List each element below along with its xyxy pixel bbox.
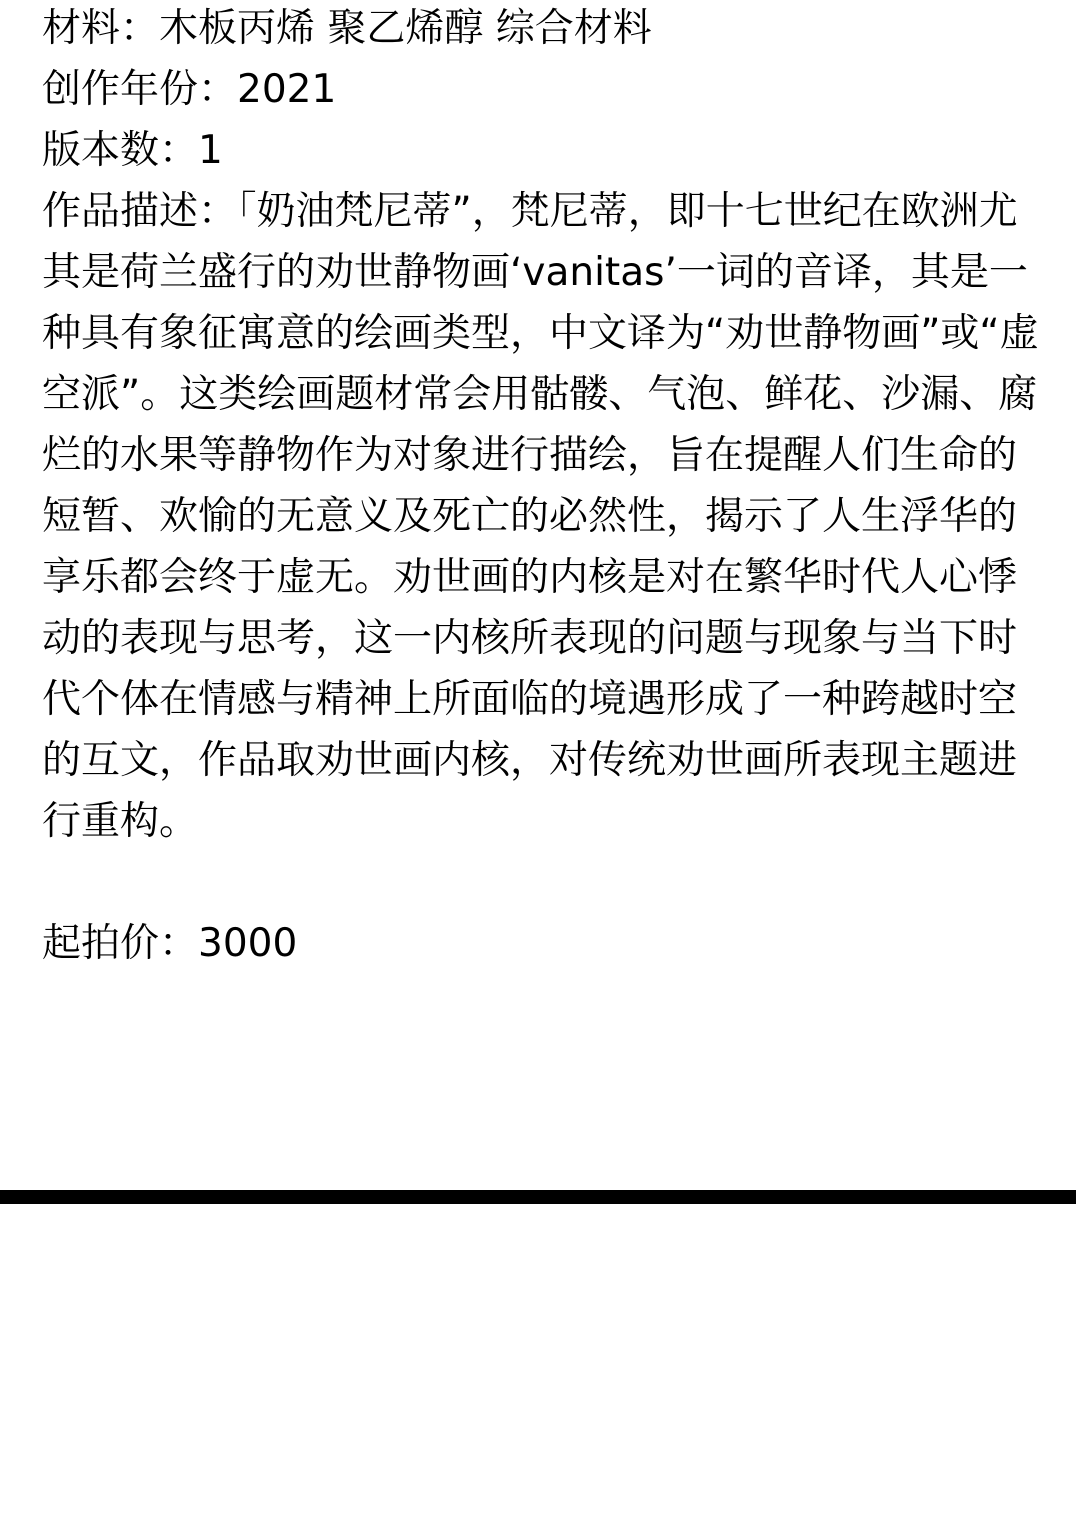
year-row: [42, 59, 1042, 120]
edition-label: 版本数：: [42, 128, 199, 173]
material-value: 木板丙烯 聚乙烯醇 综合材料: [159, 6, 652, 51]
material-label: 材料：: [42, 6, 160, 51]
divider-bar: [0, 1190, 1076, 1204]
year-label: 创作年份：: [42, 67, 238, 112]
price-value: 3000: [198, 921, 298, 966]
edition-value: 1: [198, 128, 223, 173]
material-row: [42, 0, 1042, 59]
description-label: 作品描述：: [42, 189, 238, 234]
artwork-details: [42, 0, 1042, 974]
price-row: [42, 913, 1042, 974]
description-row: [42, 181, 1042, 852]
description-value: 「奶油梵尼蒂”，梵尼蒂，即十七世纪在欧洲尤其是荷兰盛行的劝世静物画‘vanitas’一词的音译，其是一种具有象征寓意的绘画类型，中文译为“劝世静物画”或“虚空派”。这类绘画题材常会用骷髅、气泡、鲜花、沙漏、腐烂的水果等静物作为对象进行描绘，旨在提醒人们生命的短暂、欢愉的无意义及死亡的必然性，揭示了人生浮华的享乐都会终于虚无。劝世画的内核是对在繁华时代人心悸动的表现与思考，这一内核所表现的问题与现象与当下时代个体在情感与精神上所面临的境遇形成了一种跨越时空的互文，作品取劝世画内核，对传统劝世画所表现主题进行重构。: [42, 189, 1039, 844]
spacer: [42, 852, 1042, 913]
price-label: 起拍价：: [42, 921, 199, 966]
edition-row: [42, 120, 1042, 181]
year-value: 2021: [237, 67, 337, 112]
